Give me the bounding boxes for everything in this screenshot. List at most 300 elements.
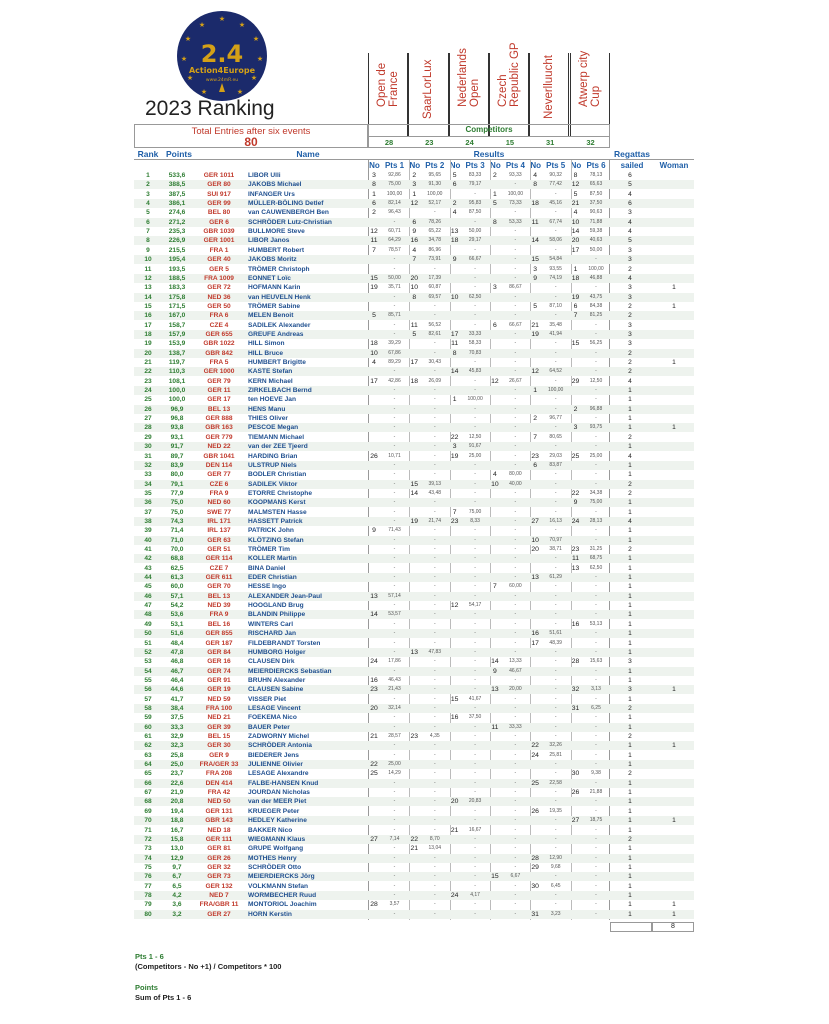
rank: 3 <box>146 190 150 198</box>
table-row <box>134 405 694 414</box>
empty-result-dash: - <box>595 480 597 487</box>
race-points: 58,33 <box>468 340 482 347</box>
table-row <box>134 180 694 189</box>
race-points: 77,42 <box>549 181 562 188</box>
points: 60,0 <box>170 583 184 591</box>
regattas-sailed: 3 <box>628 658 632 666</box>
empty-result-dash: - <box>393 863 396 870</box>
regattas-sailed: 1 <box>628 751 632 759</box>
race-points: 67,74 <box>549 218 562 225</box>
race-position: 14 <box>450 368 459 376</box>
empty-result-dash: - <box>514 359 517 365</box>
points: 54,2 <box>170 602 184 610</box>
empty-result-dash: - <box>554 770 557 777</box>
rank: 28 <box>144 424 152 432</box>
empty-result-dash: - <box>474 770 476 777</box>
empty-result-dash: - <box>554 340 557 347</box>
table-row <box>134 414 694 423</box>
empty-result-dash: - <box>393 620 396 627</box>
sailor-name: JAKOBS Michael <box>248 181 302 189</box>
sailor-name: VOLKMANN Stefan <box>248 882 309 890</box>
pts-header: Pts 6 <box>586 161 606 170</box>
empty-result-dash: - <box>554 798 557 805</box>
points: 46,4 <box>170 676 184 684</box>
race-position: 17 <box>370 377 378 385</box>
race-points: 89,29 <box>388 359 401 365</box>
points: 195,4 <box>168 256 186 264</box>
race-points: 50,00 <box>589 246 603 253</box>
empty-result-dash: - <box>474 564 476 571</box>
regattas-sailed: 1 <box>628 873 632 881</box>
event-name: Neverlluucht <box>543 55 556 119</box>
points: 23,7 <box>170 770 184 778</box>
rank: 39 <box>144 527 152 535</box>
sailor-name: SCHRÖDER Otto <box>248 863 302 871</box>
sail-number: CZE 4 <box>209 321 229 329</box>
rank: 15 <box>144 302 152 310</box>
race-points: 10,71 <box>388 452 401 459</box>
race-position: 23 <box>571 546 580 553</box>
points: 167,0 <box>168 312 186 320</box>
race-position: 16 <box>370 676 378 684</box>
empty-result-dash: - <box>433 704 436 711</box>
race-points: 83,33 <box>468 172 482 178</box>
race-position: 19 <box>410 517 419 525</box>
race-position: 12 <box>370 228 378 236</box>
empty-result-dash: - <box>554 658 557 665</box>
empty-result-dash: - <box>433 536 436 543</box>
rank: 40 <box>144 536 152 544</box>
empty-result-dash: - <box>393 480 396 487</box>
table-row <box>134 807 694 816</box>
regattas-sailed: 5 <box>628 237 632 245</box>
sail-number: FRA/GER 33 <box>199 761 239 769</box>
svg-text:★: ★ <box>198 21 206 29</box>
empty-result-dash: - <box>433 779 436 786</box>
empty-result-dash: - <box>554 891 557 898</box>
race-position: 10 <box>491 480 499 488</box>
empty-result-dash: - <box>474 527 476 534</box>
rank: 53 <box>144 658 152 666</box>
rank: 38 <box>144 517 152 525</box>
empty-result-dash: - <box>474 359 476 365</box>
points: 71,4 <box>170 527 184 535</box>
sail-number: BEL 13 <box>207 405 231 413</box>
empty-result-dash: - <box>554 480 557 487</box>
points: 93,8 <box>170 424 184 432</box>
empty-result-dash: - <box>514 592 517 599</box>
regattas-sailed: 4 <box>628 452 632 460</box>
sailor-name: INFANGER Urs <box>248 190 295 198</box>
race-position: 10 <box>410 284 419 292</box>
table-row <box>134 190 694 199</box>
empty-result-dash: - <box>474 265 476 272</box>
table-row <box>134 732 694 741</box>
sailor-name: van HEUVELN Henk <box>248 293 311 301</box>
empty-result-dash: - <box>514 405 517 412</box>
empty-result-dash: - <box>554 424 557 431</box>
sail-number: IRL 137 <box>207 527 231 535</box>
regattas-sailed: 1 <box>628 555 632 563</box>
sail-number: NED 18 <box>207 826 231 834</box>
sailor-name: EDER Christian <box>248 574 297 582</box>
race-position: 11 <box>531 218 539 226</box>
svg-text:★: ★ <box>250 74 258 82</box>
empty-result-dash: - <box>595 284 597 291</box>
regattas-sailed: 1 <box>628 845 632 853</box>
sailor-name: MOTHES Henry <box>248 854 297 862</box>
woman-flag: 1 <box>672 302 676 310</box>
sailor-name: KERN Michael <box>248 377 293 385</box>
empty-result-dash: - <box>554 508 557 515</box>
race-points: 73,91 <box>428 256 442 263</box>
empty-result-dash: - <box>474 284 476 291</box>
race-points: 100,00 <box>386 190 403 197</box>
sailor-name: FILDEBRANDT Torsten <box>248 639 321 647</box>
sailor-name: LESAGE Vincent <box>248 704 301 712</box>
regattas-sailed: 1 <box>628 602 632 610</box>
race-position: 10 <box>450 293 459 301</box>
empty-result-dash: - <box>474 312 476 319</box>
race-position: 11 <box>571 555 580 563</box>
regattas-sailed: 1 <box>628 695 632 703</box>
sailor-name: KLÖTZING Stefan <box>248 536 304 544</box>
table-row <box>134 854 694 863</box>
race-points: 60,87 <box>428 284 442 291</box>
rank: 31 <box>144 452 152 460</box>
regattas-sailed: 5 <box>628 181 632 189</box>
empty-result-dash: - <box>474 321 476 328</box>
regattas-sailed: 1 <box>628 387 632 395</box>
empty-result-dash: - <box>433 499 436 506</box>
empty-result-dash: - <box>433 891 436 898</box>
empty-result-dash: - <box>393 499 396 506</box>
sail-number: GER 26 <box>207 854 231 862</box>
regattas-sailed: 1 <box>628 592 632 600</box>
sail-number: CZE 6 <box>209 480 229 488</box>
table-row <box>134 891 694 900</box>
empty-result-dash: - <box>474 461 476 468</box>
race-points: 17,86 <box>388 658 401 665</box>
race-position: 9 <box>412 228 417 236</box>
empty-result-dash: - <box>595 461 597 468</box>
race-points: 59,38 <box>589 228 603 235</box>
empty-result-dash: - <box>433 826 436 833</box>
rank: 37 <box>144 508 152 516</box>
regattas-sailed: 2 <box>628 770 632 778</box>
empty-result-dash: - <box>474 667 476 674</box>
race-points: 100,00 <box>427 190 443 197</box>
race-position: 21 <box>531 321 539 329</box>
race-position: 9 <box>533 274 538 282</box>
sail-number: FRA 5 <box>209 359 229 366</box>
empty-result-dash: - <box>393 368 396 375</box>
empty-result-dash: - <box>393 891 396 898</box>
race-points: 73,33 <box>509 200 522 207</box>
race-position: 12 <box>450 602 459 610</box>
empty-result-dash: - <box>393 826 396 833</box>
sail-number: GER 111 <box>205 835 233 843</box>
event-competitors: 28 <box>384 138 394 147</box>
points: 110,3 <box>168 368 186 376</box>
empty-result-dash: - <box>393 433 396 440</box>
race-position: 16 <box>531 630 539 638</box>
regattas-sailed: 3 <box>628 321 632 329</box>
empty-result-dash: - <box>474 499 476 506</box>
race-points: 65,63 <box>589 181 603 188</box>
table-row <box>134 741 694 750</box>
race-position: 18 <box>370 340 378 348</box>
race-position: 6 <box>573 302 578 310</box>
woman-total-row <box>610 922 694 931</box>
empty-result-dash: - <box>595 854 597 861</box>
rank: 55 <box>144 676 152 684</box>
empty-result-dash: - <box>554 835 557 842</box>
no-header: No <box>369 161 380 170</box>
sail-number: GER 27 <box>207 910 231 918</box>
empty-result-dash: - <box>433 770 436 777</box>
sailor-name: FALBE-HANSEN Knud <box>248 779 319 787</box>
race-points: 38,71 <box>549 546 562 552</box>
sail-number: BEL 13 <box>207 592 231 600</box>
empty-result-dash: - <box>393 443 396 450</box>
race-position: 25 <box>370 770 378 778</box>
table-row <box>134 816 694 825</box>
empty-result-dash: - <box>514 845 517 852</box>
rank: 56 <box>144 686 152 694</box>
empty-result-dash: - <box>474 415 476 422</box>
empty-result-dash: - <box>433 265 436 272</box>
race-points: 22,58 <box>549 779 562 786</box>
empty-result-dash: - <box>474 489 476 496</box>
empty-result-dash: - <box>433 396 436 403</box>
race-position: 3 <box>573 424 578 432</box>
race-position: 7 <box>533 433 538 441</box>
race-position: 16 <box>571 620 580 628</box>
empty-result-dash: - <box>554 489 557 496</box>
rank: 66 <box>144 779 152 787</box>
race-points: 50,00 <box>388 274 401 281</box>
svg-text:★: ★ <box>184 35 192 43</box>
sailor-name: MELEN Benoit <box>248 312 294 320</box>
race-position: 17 <box>410 359 419 366</box>
race-points: 40,00 <box>509 480 522 487</box>
sail-number: NED 21 <box>207 714 231 722</box>
empty-result-dash: - <box>393 387 396 394</box>
sail-number: FRA 9 <box>209 489 229 497</box>
regattas-header: Regattas <box>614 149 650 159</box>
sailor-name: ETORRE Christophe <box>248 489 312 497</box>
empty-result-dash: - <box>433 387 436 394</box>
race-points: 17,39 <box>428 274 442 281</box>
rank: 2 <box>146 181 150 189</box>
regattas-sailed: 2 <box>628 302 632 310</box>
race-points: 12,50 <box>589 377 603 384</box>
regattas-sailed: 3 <box>628 340 632 348</box>
race-position: 25 <box>571 452 580 460</box>
empty-result-dash: - <box>514 602 517 609</box>
empty-result-dash: - <box>474 807 476 814</box>
table-row <box>134 610 694 619</box>
race-points: 40,63 <box>589 237 603 244</box>
rank: 14 <box>144 293 152 301</box>
sail-number: GBR 1039 <box>203 228 235 236</box>
table-row <box>134 293 694 302</box>
points: 6,7 <box>172 873 182 881</box>
svg-text:★: ★ <box>236 88 244 96</box>
table-row <box>134 423 694 432</box>
table-row <box>134 723 694 732</box>
race-position: 5 <box>533 302 538 310</box>
empty-result-dash: - <box>393 415 396 422</box>
empty-result-dash: - <box>393 555 396 562</box>
race-position: 8 <box>452 349 457 357</box>
legend <box>135 952 281 1003</box>
empty-result-dash: - <box>474 817 476 824</box>
points: 153,9 <box>168 340 186 348</box>
race-points: 70,97 <box>549 536 562 543</box>
empty-result-dash: - <box>393 546 396 552</box>
sailor-name: HUMBORG Holger <box>248 648 306 656</box>
empty-result-dash: - <box>474 863 476 870</box>
empty-result-dash: - <box>554 676 557 683</box>
empty-result-dash: - <box>433 854 436 861</box>
legend-points-title: Points <box>135 983 158 992</box>
regattas-sailed: 1 <box>628 901 632 909</box>
race-points: 61,29 <box>549 574 562 581</box>
empty-result-dash: - <box>595 508 597 515</box>
rank: 13 <box>144 284 152 292</box>
table-row <box>134 779 694 788</box>
sail-number: FRA 1 <box>209 246 229 254</box>
empty-result-dash: - <box>514 789 517 796</box>
race-points: 75,00 <box>468 508 482 515</box>
sailor-name: HARDING Brian <box>248 452 298 460</box>
sailor-name: JAKOBS Moritz <box>248 256 297 264</box>
pts-header: Pts 4 <box>505 161 525 170</box>
pts-header: Pts 3 <box>465 161 485 170</box>
race-points: 32,26 <box>549 742 562 749</box>
race-points: 42,86 <box>388 377 401 384</box>
empty-result-dash: - <box>595 443 597 450</box>
race-position: 17 <box>450 330 459 338</box>
race-points: 54,84 <box>549 256 562 263</box>
table-row <box>134 526 694 535</box>
race-points: 18,75 <box>589 817 603 824</box>
regattas-sailed: 1 <box>628 667 632 675</box>
race-position: 3 <box>452 443 457 451</box>
empty-result-dash: - <box>514 742 517 749</box>
sailor-name: PESCOE Megan <box>248 424 299 432</box>
table-row <box>134 311 694 320</box>
race-points: 12,90 <box>549 854 562 861</box>
race-points: 87,50 <box>468 209 482 216</box>
race-position: 2 <box>452 200 457 208</box>
rank: 72 <box>144 835 152 843</box>
rank: 1 <box>146 172 150 179</box>
sailor-name: TRÖMER Christoph <box>248 265 310 273</box>
empty-result-dash: - <box>393 536 396 543</box>
points: 388,5 <box>168 181 186 189</box>
points: 33,3 <box>170 723 184 731</box>
empty-result-dash: - <box>393 751 396 758</box>
race-points: 82,61 <box>428 330 442 337</box>
race-position: 5 <box>372 312 376 320</box>
empty-result-dash: - <box>474 901 476 908</box>
empty-result-dash: - <box>433 302 436 309</box>
sailor-name: HOOGLAND Brug <box>248 602 304 610</box>
empty-result-dash: - <box>595 256 597 263</box>
points: 68,8 <box>170 555 184 563</box>
empty-result-dash: - <box>554 471 557 478</box>
race-position: 8 <box>372 181 376 189</box>
race-position: 11 <box>451 340 459 348</box>
race-position: 15 <box>370 274 378 282</box>
race-position: 8 <box>533 181 538 189</box>
race-position: 24 <box>531 751 539 759</box>
sailor-name: MEIERDIERCKS Jörg <box>248 873 315 881</box>
table-row <box>134 844 694 853</box>
empty-result-dash: - <box>554 592 557 599</box>
points: 20,8 <box>170 798 184 806</box>
sailor-name: ZIRKELBACH Bernd <box>248 387 312 395</box>
empty-result-dash: - <box>474 910 476 917</box>
table-row <box>134 826 694 835</box>
rank: 78 <box>144 891 152 899</box>
empty-result-dash: - <box>433 574 436 581</box>
sailor-name: BAUER Peter <box>248 723 290 731</box>
rank: 46 <box>144 592 152 600</box>
race-position: 28 <box>531 854 539 862</box>
sailor-name: BODLER Christian <box>248 471 307 479</box>
rank: 65 <box>144 770 152 778</box>
race-position: 4 <box>372 359 376 366</box>
empty-result-dash: - <box>474 592 476 599</box>
empty-result-dash: - <box>474 480 476 487</box>
points: 387,5 <box>168 190 186 198</box>
empty-result-dash: - <box>514 714 517 721</box>
empty-result-dash: - <box>554 499 557 506</box>
sail-number: GER 77 <box>207 471 231 479</box>
empty-result-dash: - <box>393 882 396 889</box>
race-points: 28,57 <box>388 733 401 739</box>
event-competitors: 15 <box>505 138 515 147</box>
table-row <box>134 321 694 330</box>
race-position: 12 <box>571 181 580 189</box>
points: 171,5 <box>168 302 186 310</box>
empty-result-dash: - <box>474 658 476 665</box>
empty-result-dash: - <box>474 377 476 384</box>
rank: 74 <box>144 854 152 862</box>
regattas-sailed: 2 <box>628 368 632 376</box>
race-position: 7 <box>452 508 457 516</box>
table-row <box>134 395 694 404</box>
table-row <box>134 620 694 629</box>
race-position: 2 <box>573 405 578 413</box>
rank: 12 <box>144 274 152 282</box>
rank: 52 <box>144 648 152 656</box>
race-points: 93,55 <box>549 265 562 272</box>
race-position: 1 <box>573 265 578 273</box>
empty-result-dash: - <box>393 302 396 309</box>
points: 215,5 <box>168 246 186 254</box>
empty-result-dash: - <box>474 424 476 431</box>
race-position: 2 <box>533 415 538 423</box>
sail-number: GER 1000 <box>203 368 235 376</box>
sailor-name: EONNET Loïc <box>248 274 291 282</box>
table-row <box>134 433 694 442</box>
race-position: 21 <box>450 826 459 834</box>
